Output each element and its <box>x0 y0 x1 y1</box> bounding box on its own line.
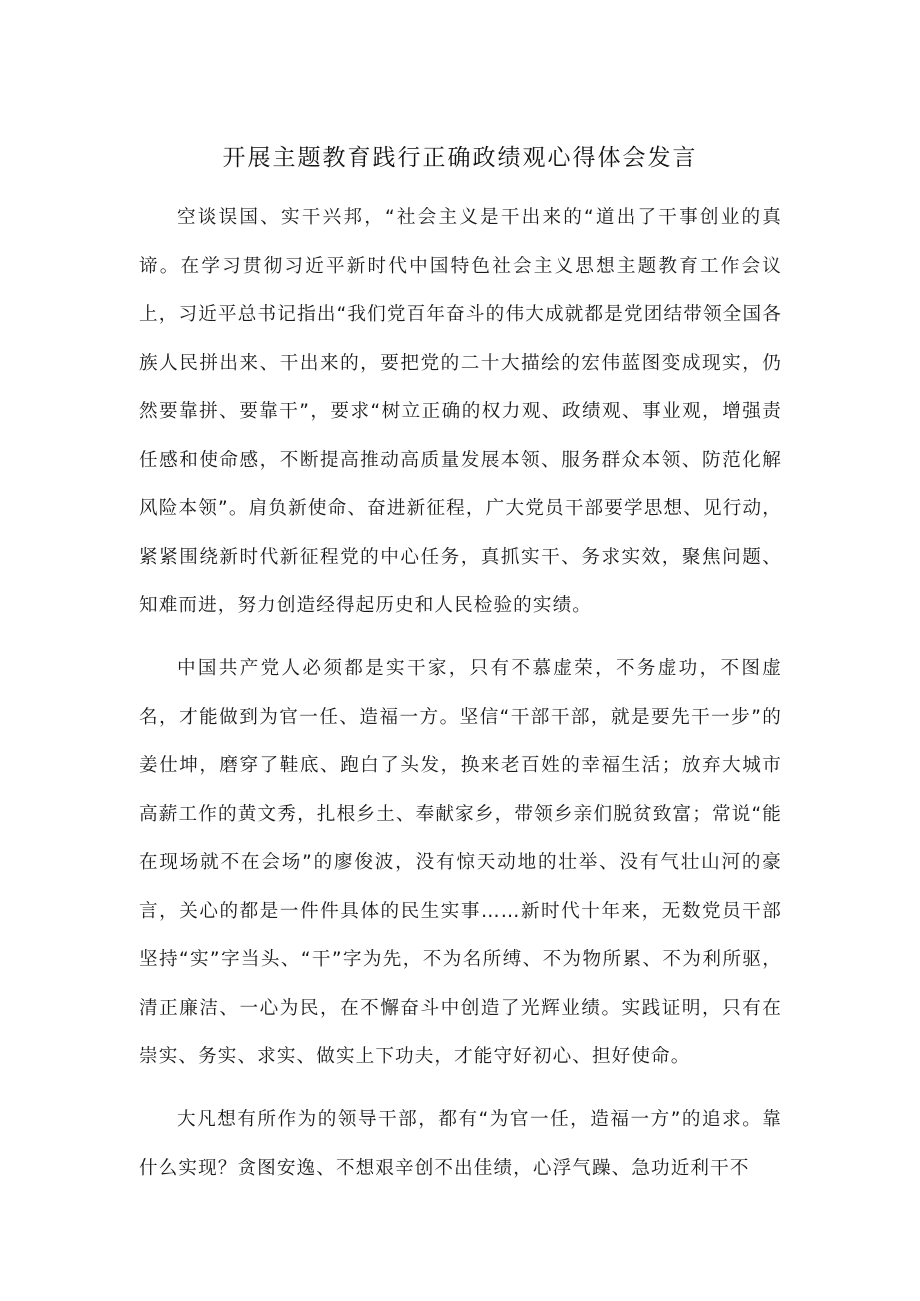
document-title: 开展主题教育践行正确政绩观心得体会发言 <box>222 145 698 171</box>
paragraph-3: 大凡想有所作为的领导干部，都有“为官一任，造福一方”的追求。靠什么实现？贪图安逸、不想艰辛创不出佳绩，心浮气躁、急功近利干不 <box>139 1109 782 1179</box>
paragraph-1: 空谈误国、实干兴邦，“社会主义是干出来的“道出了干事创业的真谛。在学习贯彻习近平新时代中国特色社会主义思想主题教育工作会议上，习近平总书记指出“我们党百年奋斗的伟大成就都是党团结带领全国各族人民拼出来、干出来的，要把党的二十大描绘的宏伟蓝图变成现实，仍然要靠拼、要靠干”，要求“树立正确的权力观、政绩观、事业观，增强责任感和使命感，不断提高推动高质量发展本领、服务群众本领、防范化解风险本领”。肩负新使命、奋进新征程，广大党员干部要学思想、见行动，紧紧围绕新时代新征程党的中心任务，真抓实干、务求实效，聚焦问题、知难而进，努力创造经得起历史和人民检验的实绩。 <box>139 207 782 616</box>
paragraph-2: 中国共产党人必须都是实干家，只有不慕虚荣，不务虚功，不图虚名，才能做到为官一任、造福一方。坚信“干部干部，就是要先干一步”的姜仕坤，磨穿了鞋底、跑白了头发，换来老百姓的幸福生活；放弃大城市高薪工作的黄文秀，扎根乡土、奉献家乡，带领乡亲们脱贫致富；常说“能在现场就不在会场”的廖俊波，没有惊天动地的壮举、没有气壮山河的豪言，关心的都是一件件具体的民生实事……新时代十年来，无数党员干部坚持“实”字当头、“干”字为先，不为名所缚、不为物所累、不为利所驱，清正廉洁、一心为民，在不懈奋斗中创造了光辉业绩。实践证明，只有在崇实、务实、求实、做实上下功夫，才能守好初心、担好使命。 <box>139 658 782 1067</box>
